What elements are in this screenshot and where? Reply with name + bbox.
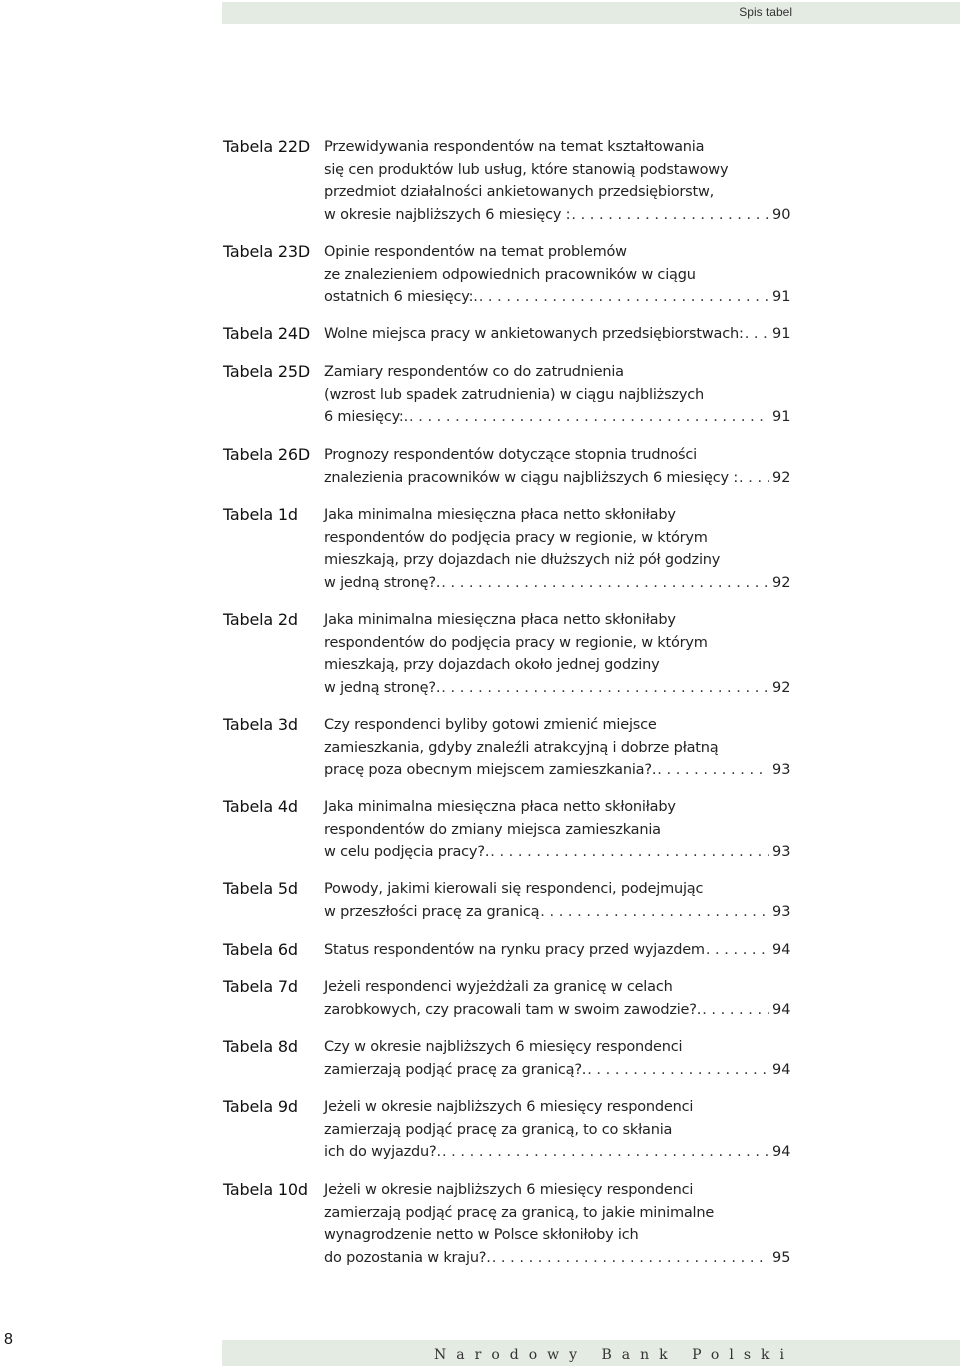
toc-entry-label: Tabela 7d: [223, 977, 298, 996]
toc-entry-title: [324, 361, 769, 429]
toc-entry-page-number: 92: [772, 469, 791, 486]
toc-entry-title: [324, 1036, 769, 1081]
dot-leader: [571, 204, 769, 227]
toc-entry-title-line: Jeżeli w okresie najbliższych 6 miesięcy respondenci: [324, 1099, 694, 1115]
toc-entry-page-number: 94: [772, 1144, 791, 1160]
toc-entry-title-line: Status respondentów na rynku pracy przed wyjazdem: [324, 942, 705, 958]
toc-entry-title-line: Opinie respondentów na temat problemów: [324, 244, 627, 260]
toc-entry-title-line: respondentów do podjęcia pracy w regionie, w którym: [324, 529, 708, 546]
toc-entry-page-number: 94: [772, 1061, 791, 1078]
toc-entry-title: [324, 939, 769, 962]
toc-entry-last-line: [324, 939, 769, 962]
header-bar: [222, 2, 960, 24]
toc-entry-title-line: Jaka minimalna miesięczna płaca netto skłoniłaby: [324, 799, 676, 815]
footer-page-number: 8: [4, 1331, 13, 1348]
dot-leader: [540, 901, 769, 924]
toc-entry-page-number: 91: [772, 289, 791, 305]
dot-leader: [657, 759, 769, 782]
toc-entry-title-line: Jaka minimalna miesięczna płaca netto skłoniłaby: [324, 507, 676, 523]
toc-entry-page-number: 91: [772, 326, 791, 342]
toc-entry-title-line: przedmiot działalności ankietowanych przedsiębiorstw,: [324, 184, 715, 200]
toc-entry-title-line: w przeszłości pracę za granicą: [324, 903, 540, 920]
toc-entry-title-line: ich do wyjazdu?.: [324, 1144, 441, 1160]
dot-leader: [702, 999, 769, 1022]
dot-leader: [442, 1141, 769, 1164]
toc-entry-title-line: pracę poza obecnym miejscem zamieszkania?.: [324, 762, 657, 778]
toc-entry-title: [324, 1096, 769, 1164]
toc-entry-last-line: [324, 1059, 769, 1082]
toc-entry-last-line: [324, 406, 769, 429]
toc-entry-page-number: 95: [772, 1249, 791, 1266]
toc-entry-label: Tabela 6d: [223, 940, 298, 959]
toc-entry-last-line: [324, 677, 769, 700]
dot-leader: [492, 1247, 769, 1270]
toc-entry-title-line: Czy respondenci byliby gotowi zmienić miejsce: [324, 717, 657, 733]
toc-entry-title-line: w okresie najbliższych 6 miesięcy :: [324, 206, 571, 223]
dot-leader: [745, 323, 769, 346]
dot-leader: [479, 286, 769, 309]
toc-entry-title: [324, 444, 769, 489]
toc-entry-title-line: Jeżeli respondenci wyjeżdżali za granicę w celach: [324, 979, 673, 995]
toc-entry-last-line: [324, 467, 769, 490]
toc-entry-title-line: w jedną stronę?.: [324, 574, 441, 591]
toc-entry-title-line: do pozostania w kraju?.: [324, 1249, 491, 1266]
toc-entry-label: Tabela 1d: [223, 505, 298, 524]
toc-entry-last-line: [324, 572, 769, 595]
dot-leader: [441, 677, 769, 700]
running-header-title: Spis tabel: [739, 5, 792, 19]
toc-entry-title: [324, 796, 769, 864]
toc-entry-last-line: [324, 759, 769, 782]
toc-entry-title-line: Prognozy respondentów dotyczące stopnia trudności: [324, 447, 697, 463]
dot-leader: [706, 939, 769, 962]
toc-entry-page-number: 94: [772, 1001, 791, 1018]
toc-entry-label: Tabela 3d: [223, 715, 298, 734]
toc-entry-title-line: ze znalezieniem odpowiednich pracowników w ciągu: [324, 266, 696, 283]
toc-entry-last-line: [324, 901, 769, 924]
toc-entry-label: Tabela 22D: [223, 137, 310, 156]
toc-entry-label: Tabela 5d: [223, 879, 298, 898]
toc-entry-title-line: w jedną stronę?.: [324, 679, 441, 696]
toc-entry-title-line: zamierzają podjąć pracę za granicą, to co skłania: [324, 1121, 673, 1138]
toc-entry-page-number: 93: [772, 844, 791, 860]
toc-entry-page-number: 92: [772, 574, 791, 591]
footer-publisher-name: Narodowy Bank Polski: [434, 1347, 794, 1363]
toc-entry-label: Tabela 4d: [223, 797, 298, 816]
toc-entry-last-line: [324, 323, 769, 346]
toc-entry-title-line: zamierzają podjąć pracę za granicą, to jakie minimalne: [324, 1204, 715, 1221]
toc-entry-label: Tabela 26D: [223, 445, 310, 464]
toc-entry-last-line: [324, 1141, 769, 1164]
toc-entry-title-line: (wzrost lub spadek zatrudnienia) w ciągu najbliższych: [324, 386, 704, 403]
toc-entry-title-line: Jaka minimalna miesięczna płaca netto skłoniłaby: [324, 612, 676, 628]
toc-entry-title-line: Jeżeli w okresie najbliższych 6 miesięcy respondenci: [324, 1182, 694, 1198]
toc-entry-title-line: się cen produktów lub usług, które stanowią podstawowy: [324, 161, 729, 178]
toc-entry-title: [324, 323, 769, 346]
toc-entry-last-line: [324, 841, 769, 864]
dot-leader: [441, 572, 769, 595]
toc-entry-title: [324, 714, 769, 782]
toc-entry-title-line: 6 miesięcy:.: [324, 409, 409, 425]
toc-entry-page-number: 90: [772, 206, 791, 223]
toc-entry-last-line: [324, 204, 769, 227]
toc-entry-title-line: Przewidywania respondentów na temat kształtowania: [324, 139, 705, 155]
toc-entry-title-line: zamierzają podjąć pracę za granicą?.: [324, 1061, 587, 1078]
toc-entry-title-line: ostatnich 6 miesięcy:.: [324, 289, 478, 305]
toc-entry-title-line: respondentów do podjęcia pracy w regionie, w którym: [324, 634, 708, 651]
toc-entry-title-line: znalezienia pracowników w ciągu najbliższych 6 miesięcy :: [324, 469, 739, 486]
toc-entry-title-line: Wolne miejsca pracy w ankietowanych przedsiębiorstwach:: [324, 326, 744, 342]
toc-entry-title-line: Powody, jakimi kierowali się respondenci, podejmując: [324, 881, 704, 897]
toc-entry-title: [324, 136, 769, 226]
dot-leader: [409, 406, 769, 429]
dot-leader: [490, 841, 769, 864]
toc-entry-title-line: mieszkają, przy dojazdach około jednej godziny: [324, 657, 660, 673]
toc-entry-page-number: 94: [772, 942, 791, 958]
toc-entry-title: [324, 1179, 769, 1269]
toc-entry-label: Tabela 8d: [223, 1037, 298, 1056]
dot-leader: [587, 1059, 769, 1082]
toc-entry-label: Tabela 24D: [223, 324, 310, 343]
toc-entry-label: Tabela 25D: [223, 362, 310, 381]
toc-entry-title: [324, 609, 769, 699]
toc-entry-title-line: respondentów do zmiany miejsca zamieszkania: [324, 821, 661, 838]
toc-entry-label: Tabela 2d: [223, 610, 298, 629]
toc-entry-title-line: w celu podjęcia pracy?.: [324, 844, 490, 860]
toc-entry-last-line: [324, 286, 769, 309]
toc-entry-title-line: mieszkają, przy dojazdach nie dłuższych niż pół godziny: [324, 552, 721, 568]
toc-entry-title: [324, 976, 769, 1021]
toc-entry-label: Tabela 23D: [223, 242, 310, 261]
toc-entry-label: Tabela 9d: [223, 1097, 298, 1116]
toc-entry-page-number: 91: [772, 409, 791, 425]
toc-entry-title: [324, 241, 769, 309]
toc-entry-title: [324, 504, 769, 594]
toc-entry-title: [324, 878, 769, 923]
toc-entry-page-number: 93: [772, 903, 791, 920]
toc-entry-title-line: zarobkowych, czy pracowali tam w swoim zawodzie?.: [324, 1001, 702, 1018]
toc-entry-last-line: [324, 1247, 769, 1270]
toc-entry-label: Tabela 10d: [223, 1180, 308, 1199]
toc-entry-title-line: Czy w okresie najbliższych 6 miesięcy respondenci: [324, 1039, 683, 1055]
toc-entry-title-line: Zamiary respondentów co do zatrudnienia: [324, 364, 624, 380]
toc-entry-page-number: 93: [772, 762, 791, 778]
dot-leader: [739, 467, 769, 490]
toc-entry-title-line: wynagrodzenie netto w Polsce skłoniłoby ich: [324, 1227, 639, 1243]
toc-entry-title-line: zamieszkania, gdyby znaleźli atrakcyjną i dobrze płatną: [324, 739, 719, 756]
toc-entry-page-number: 92: [772, 679, 791, 696]
toc-entry-last-line: [324, 999, 769, 1022]
